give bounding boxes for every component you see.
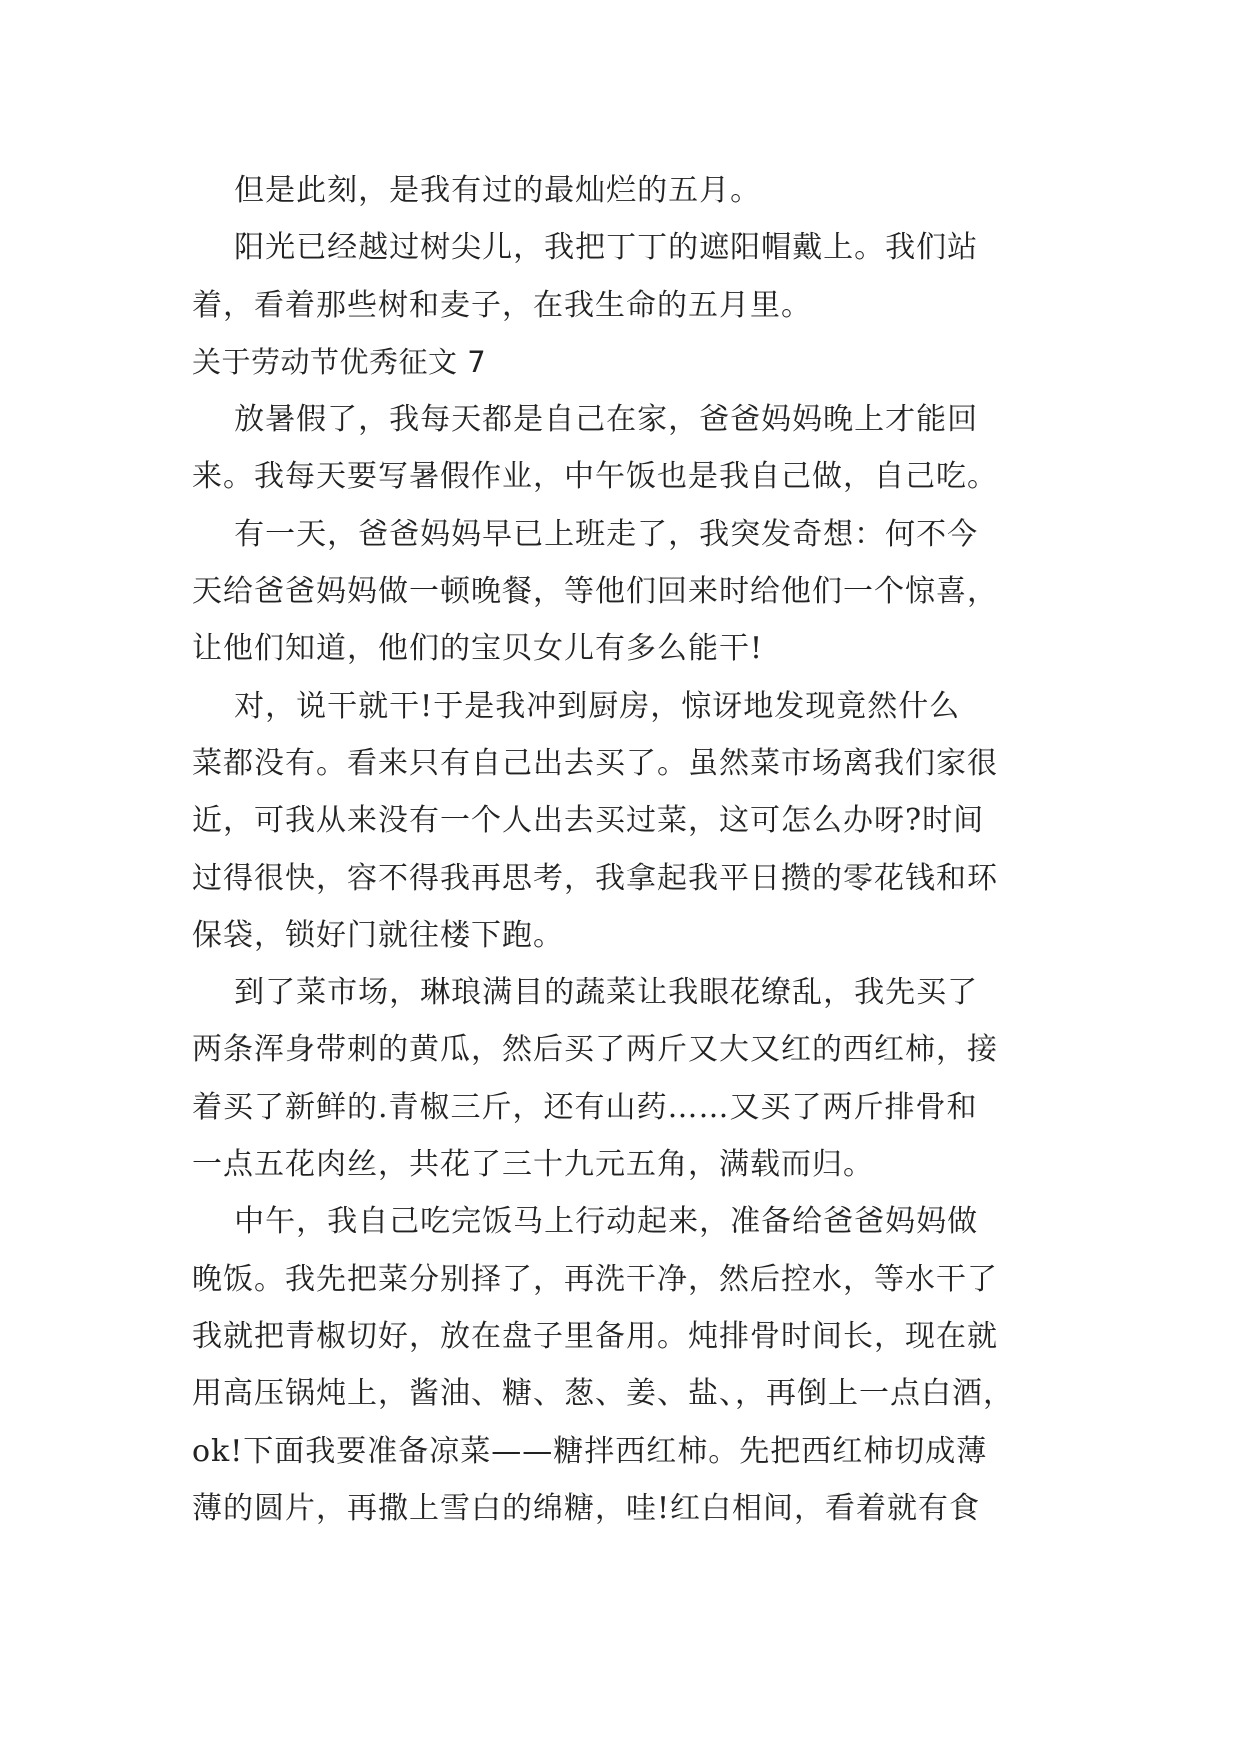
text-line: 着买了新鲜的.青椒三斤，还有山药……又买了两斤排骨和 — [192, 1089, 978, 1125]
text-line: 一点五花肉丝，共花了三十九元五角，满载而归。 — [192, 1147, 874, 1183]
text-line: 过得很快，容不得我再思考，我拿起我平日攒的零花钱和环 — [192, 860, 998, 896]
text-line: 晚饭。我先把菜分别择了，再洗干净，然后控水，等水干了 — [192, 1261, 998, 1297]
text-line: 来。我每天要写暑假作业，中午饭也是我自己做，自己吃。 — [192, 459, 998, 495]
text-line: 让他们知道，他们的宝贝女儿有多么能干! — [192, 631, 764, 667]
text-line: 有一天，爸爸妈妈早已上班走了，我突发奇想：何不今 — [192, 516, 979, 552]
text-line: 用高压锅炖上，酱油、糖、葱、姜、盐、，再倒上一点白酒， — [192, 1376, 1014, 1412]
text-line: 放暑假了，我每天都是自己在家，爸爸妈妈晚上才能回 — [192, 402, 979, 438]
section-heading: 关于劳动节优秀征文 7 — [192, 344, 487, 379]
text-line: 薄的圆片，再撒上雪白的绵糖，哇!红白相间，看着就有食 — [192, 1490, 981, 1526]
text-line: 我就把青椒切好，放在盘子里备用。炖排骨时间长，现在就 — [192, 1318, 998, 1354]
text-line: ok!下面我要准备凉菜——糖拌西红柿。先把西红柿切成薄 — [192, 1433, 988, 1469]
text-line: 保袋，锁好门就往楼下跑。 — [192, 917, 564, 953]
text-line: 阳光已经越过树尖儿，我把丁丁的遮阳帽戴上。我们站 — [192, 230, 979, 266]
text-line: 着，看着那些树和麦子，在我生命的五月里。 — [192, 287, 812, 323]
text-line: 两条浑身带刺的黄瓜，然后买了两斤又大又红的西红柿，接 — [192, 1032, 998, 1068]
text-line: 天给爸爸妈妈做一顿晚餐，等他们回来时给他们一个惊喜， — [192, 574, 998, 610]
document-body — [192, 162, 1062, 1537]
text-line: 近，可我从来没有一个人出去买过菜，这可怎么办呀?时间 — [192, 803, 985, 839]
text-line: 中午，我自己吃完饭马上行动起来，准备给爸爸妈妈做 — [192, 1204, 979, 1240]
text-line: 对，说干就干!于是我冲到厨房，惊讶地发现竟然什么 — [192, 688, 961, 724]
text-line: 但是此刻，是我有过的最灿烂的五月。 — [192, 173, 762, 208]
text-line: 菜都没有。看来只有自己出去买了。虽然菜市场离我们家很 — [192, 745, 998, 781]
text-line: 到了菜市场，琳琅满目的蔬菜让我眼花缭乱，我先买了 — [192, 975, 979, 1011]
